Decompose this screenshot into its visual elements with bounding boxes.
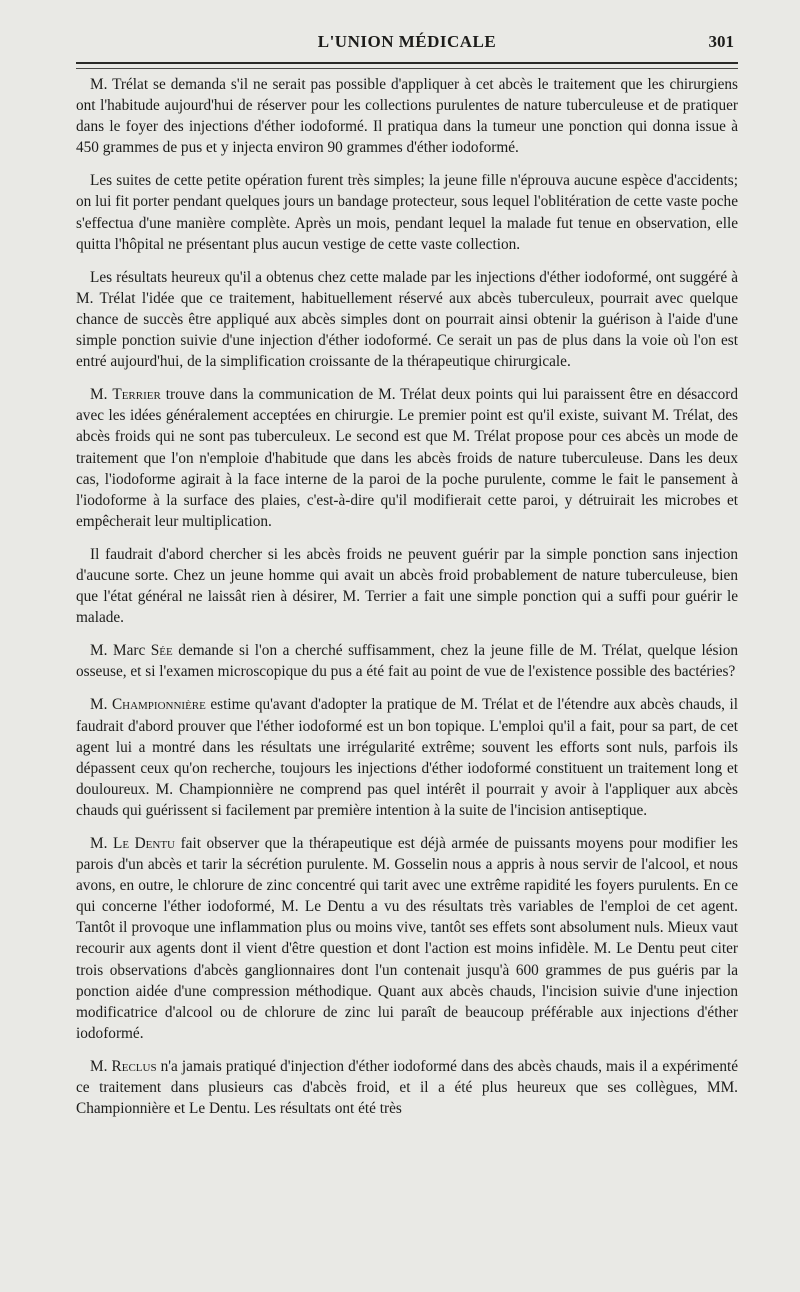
journal-title: L'UNION MÉDICALE	[317, 32, 497, 51]
article-body	[76, 74, 738, 1119]
paragraph-trelat-procedure: M. Trélat se demanda s'il ne serait pas possible d'appliquer à cet abcès le traitement que les chirurgiens ont l'habitude aujourd'hui de réserver pour les collections purulentes de nature tuberculeuse et de pratiquer dans le foyer des injections d'éther iodoformé. Il pratiqua dans la tumeur une ponction qui donna issue à 450 grammes de pus et y injecta environ 90 grammes d'éther iodoformé.	[76, 76, 738, 157]
paragraph-championniere: M. Championnière estime qu'avant d'adopter la pratique de M. Trélat et de l'étendre aux abcès chauds, il faudrait d'abord prouver que l'éther iodoformé est un bon topique. L'emploi qu'il a fait, pour sa part, de cet agent lui a montré dans les résultats une irrégularité extrême; souvent les efforts sont nuls, parfois ils dépassent ceux qu'on recherche, toujours les injections d'éther iodoformé constituent un traitement long et douloureux. M. Championnière ne comprend pas quel intérêt il pourrait y avoir à l'appliquer aux abcès chauds qui guérissent si facilement par première intention à la suite de l'incision antiseptique.	[76, 696, 738, 819]
speaker-name: Sée	[150, 642, 173, 660]
speaker-name: Reclus	[111, 1057, 157, 1075]
paragraph-results: Les résultats heureux qu'il a obtenus chez cette malade par les injections d'éther iodoformé, ont suggéré à M. Trélat l'idée que ce traitement, habituellement réservé aux abcès tuberculeux, pourrait avec quelque chance de succès être appliqué aux abcès simples dont on pourrait ainsi obtenir la guérison à l'aide d'une simple ponction suivie d'une injection d'éther iodoformé. Ce serait un pas de plus dans la voie où l'on est entré aujourd'hui, de la simplification croissante de la thérapeutique chirurgicale.	[76, 268, 738, 371]
running-header	[76, 32, 738, 58]
paragraph-see: M. Marc Sée demande si l'on a cherché suffisamment, chez la jeune fille de M. Trélat, quelque lésion osseuse, et si l'examen microscopique du pus a été fait au point de vue de l'existence possible des bactéries?	[76, 642, 738, 681]
header-rule	[76, 62, 738, 64]
page-number: 301	[708, 32, 734, 51]
paragraph-le-dentu: M. Le Dentu fait observer que la thérapeutique est déjà armée de puissants moyens pour modifier les parois d'un abcès et tarir la sécrétion purulente. M. Gosselin nous a appris à nous servir de l'alcool, et nous avons, en outre, le chlorure de zinc concentré qui tarit avec une extrême rapidité les foyers purulents. En ce qui concerne l'éther iodoformé, M. Le Dentu a vu des résultats très variables de l'emploi de cet agent. Tantôt il provoque une inflammation plus ou moins vive, tantôt ses effets sont absolument nuls. Mieux vaut recourir aux agents dont il vient d'être question et dont l'action est moins infidèle. M. Le Dentu peut citer trois observations d'abcès ganglionnaires dont l'un contenait jusqu'à 600 grammes de pus guéris par la ponction aidée d'une compression méthodique. Quant aux abcès chauds, l'incision suivie d'une injection modificatrice d'alcool ou de chlorure de zinc lui paraît de beaucoup préférable aux injections d'éther iodoformé.	[76, 835, 739, 1042]
speaker-name: Championnière	[111, 696, 206, 714]
paragraph-outcome: Les suites de cette petite opération furent très simples; la jeune fille n'éprouva aucune espèce d'accidents; on lui fit porter pendant quelques jours un bandage protecteur, sous lequel l'oblitération de cette vaste poche s'effectua d'une manière complète. Après un mois, pendant lequel la malade fut tenue en observation, elle quitta l'hôpital ne présentant plus aucun vestige de cette vaste collection.	[76, 172, 738, 253]
speaker-name: Le Dentu	[113, 835, 176, 852]
paragraph-terrier: M. Terrier trouve dans la communication de M. Trélat deux points qui lui paraissent être en désaccord avec les idées généralement acceptées en chirurgie. Le premier point est qu'il existe, suivant M. Trélat, des abcès froids qui ne sont pas tuberculeux. Le second est que M. Trélat propose pour ces abcès un mode de traitement que l'on n'emploie d'habitude que dans les abcès froids de nature tuberculeuse. Dans les deux cas, l'iodoforme agirait à la face interne de la paroi de la poche purulente, comme le fait le pansement à l'iodoforme à la surface des plaies, c'est-à-dire qu'il modifierait cette paroi, y détruirait les microbes et empêcherait leur multiplication.	[76, 386, 739, 530]
paragraph-terrier-cont: Il faudrait d'abord chercher si les abcès froids ne peuvent guérir par la simple ponction sans injection d'aucune sorte. Chez un jeune homme qui avait un abcès froid probablement de nature tuberculeuse, bien que l'état général ne laissât rien à désirer, M. Terrier a fait une simple ponction qui a suffi pour guérir le malade.	[76, 545, 738, 627]
paragraph-reclus: M. Reclus n'a jamais pratiqué d'injection d'éther iodoformé dans des abcès chauds, mais il a expérimenté ce traitement dans plusieurs cas d'abcès froid, et il a été plus heureux que ses collègues, MM. Championnière et Le Dentu. Les résultats ont été très	[76, 1057, 739, 1118]
header-rule-thin	[76, 68, 738, 69]
speaker-name: Terrier	[112, 386, 161, 404]
